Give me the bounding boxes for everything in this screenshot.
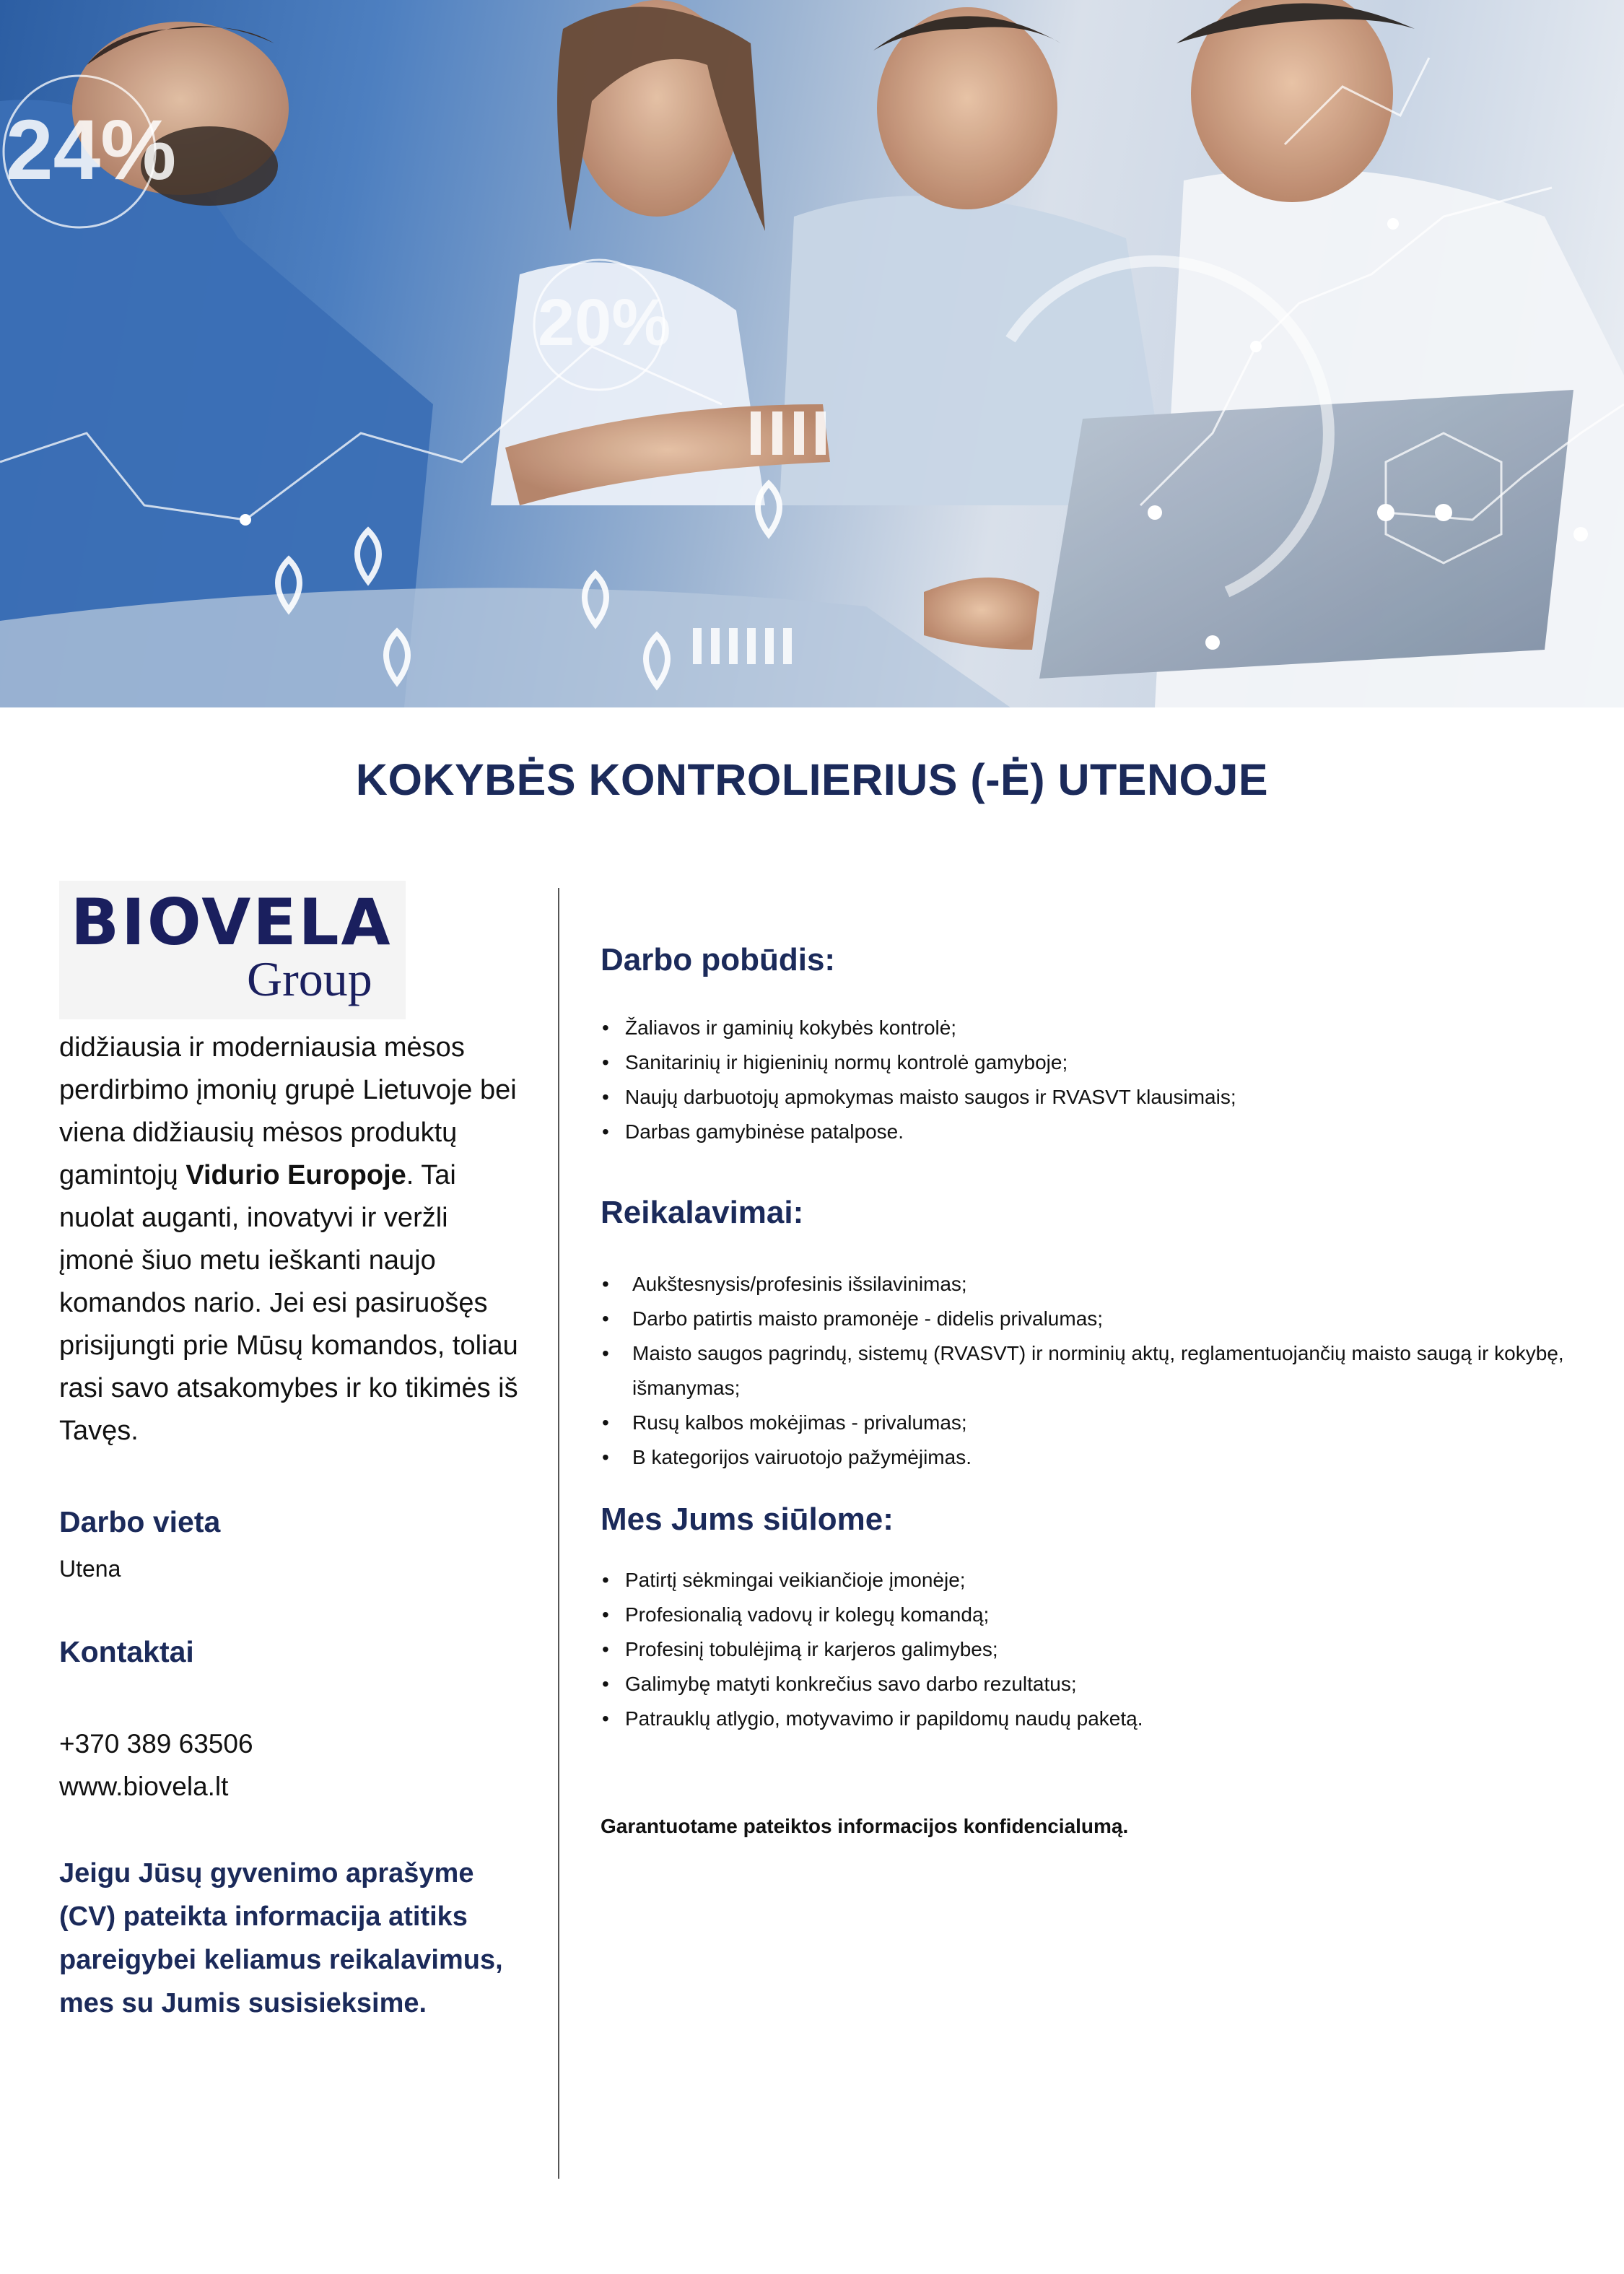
confidentiality-note: Garantuotame pateiktos informacijos konfidencialumą. bbox=[601, 1815, 1129, 1837]
logo-name: BIOVELA bbox=[71, 885, 393, 959]
list-item: • Patirtį sėkmingai veikiančioje įmonėje; bbox=[601, 1563, 1582, 1598]
list-item: • B kategorijos vairuotojo pažymėjimas. bbox=[601, 1440, 1582, 1475]
list-item: • Naujų darbuotojų apmokymas maisto saugos ir RVASVT klausimais; bbox=[601, 1080, 1582, 1115]
closing-note: Jeigu Jūsų gyvenimo aprašyme (CV) pateikta informacija atitiks pareigybei keliamus reikalavimus, mes su Jumis susisieksime. bbox=[59, 1858, 503, 2018]
duties-list bbox=[601, 1011, 1582, 1149]
contacts-heading: Kontaktai bbox=[59, 1635, 194, 1668]
intro-bold: Vidurio Europoje bbox=[185, 1160, 406, 1190]
contact-block bbox=[59, 1722, 253, 1808]
list-item: • Sanitarinių ir higieninių normų kontrolė gamyboje; bbox=[601, 1045, 1582, 1080]
list-item: • Profesinį tobulėjimą ir karjeros galimybes; bbox=[601, 1632, 1582, 1667]
list-item: • Rusų kalbos mokėjimas - privalumas; bbox=[601, 1406, 1582, 1440]
list-item: • Darbas gamybinėse patalpose. bbox=[601, 1115, 1582, 1149]
list-item: • Aukštesnysis/profesinis išsilavinimas; bbox=[601, 1267, 1582, 1302]
hero-badge-20: 20% bbox=[538, 286, 671, 360]
company-intro bbox=[59, 1027, 521, 1452]
requirements-heading: Reikalavimai: bbox=[601, 1195, 804, 1230]
intro-text-1: didžiausia ir moderniausia mėsos perdirbimo įmonių grupė Lietuvoje bei viena didžiausių mėsos produktų gamintojų bbox=[59, 1032, 517, 1190]
list-item: • Profesionalią vadovų ir kolegų komandą; bbox=[601, 1598, 1582, 1632]
intro-text-2: . Tai nuolat auganti, inovatyvi ir veržli įmonė šiuo metu ieškanti naujo komandos nario. Jei esi pasiruošęs prisijungti prie Mūsų komandos, toliau rasi savo atsakomybes ir ko tikimės iš Tavęs. bbox=[59, 1160, 518, 1446]
list-item: • Darbo patirtis maisto pramonėje - didelis privalumas; bbox=[601, 1302, 1582, 1336]
workplace-value: Utena bbox=[59, 1556, 121, 1582]
requirements-list bbox=[601, 1267, 1582, 1475]
contact-phone[interactable]: +370 389 63506 bbox=[59, 1729, 253, 1759]
column-divider bbox=[558, 888, 559, 2179]
hero-badge-24: 24% bbox=[6, 103, 177, 198]
offer-list bbox=[601, 1563, 1582, 1736]
list-item: • Žaliavos ir gaminių kokybės kontrolė; bbox=[601, 1011, 1582, 1045]
offer-heading: Mes Jums siūlome: bbox=[601, 1502, 894, 1537]
list-item: • Patrauklų atlygio, motyvavimo ir papildomų naudų paketą. bbox=[601, 1702, 1582, 1736]
logo-subname: Group bbox=[247, 951, 372, 1006]
hero-image bbox=[0, 0, 1624, 707]
page-title: KOKYBĖS KONTROLIERIUS (-Ė) UTENOJE bbox=[355, 755, 1269, 804]
company-logo bbox=[59, 881, 406, 1019]
workplace-heading: Darbo vieta bbox=[59, 1505, 221, 1538]
list-item: • Maisto saugos pagrindų, sistemų (RVASVT) ir norminių aktų, reglamentuojančių maisto saugą ir kokybę, išmanymas; bbox=[601, 1336, 1582, 1406]
contact-website[interactable]: www.biovela.lt bbox=[59, 1772, 229, 1801]
duties-heading: Darbo pobūdis: bbox=[601, 942, 836, 977]
hero-illustration bbox=[0, 0, 1624, 707]
list-item: • Galimybę matyti konkrečius savo darbo rezultatus; bbox=[601, 1667, 1582, 1702]
